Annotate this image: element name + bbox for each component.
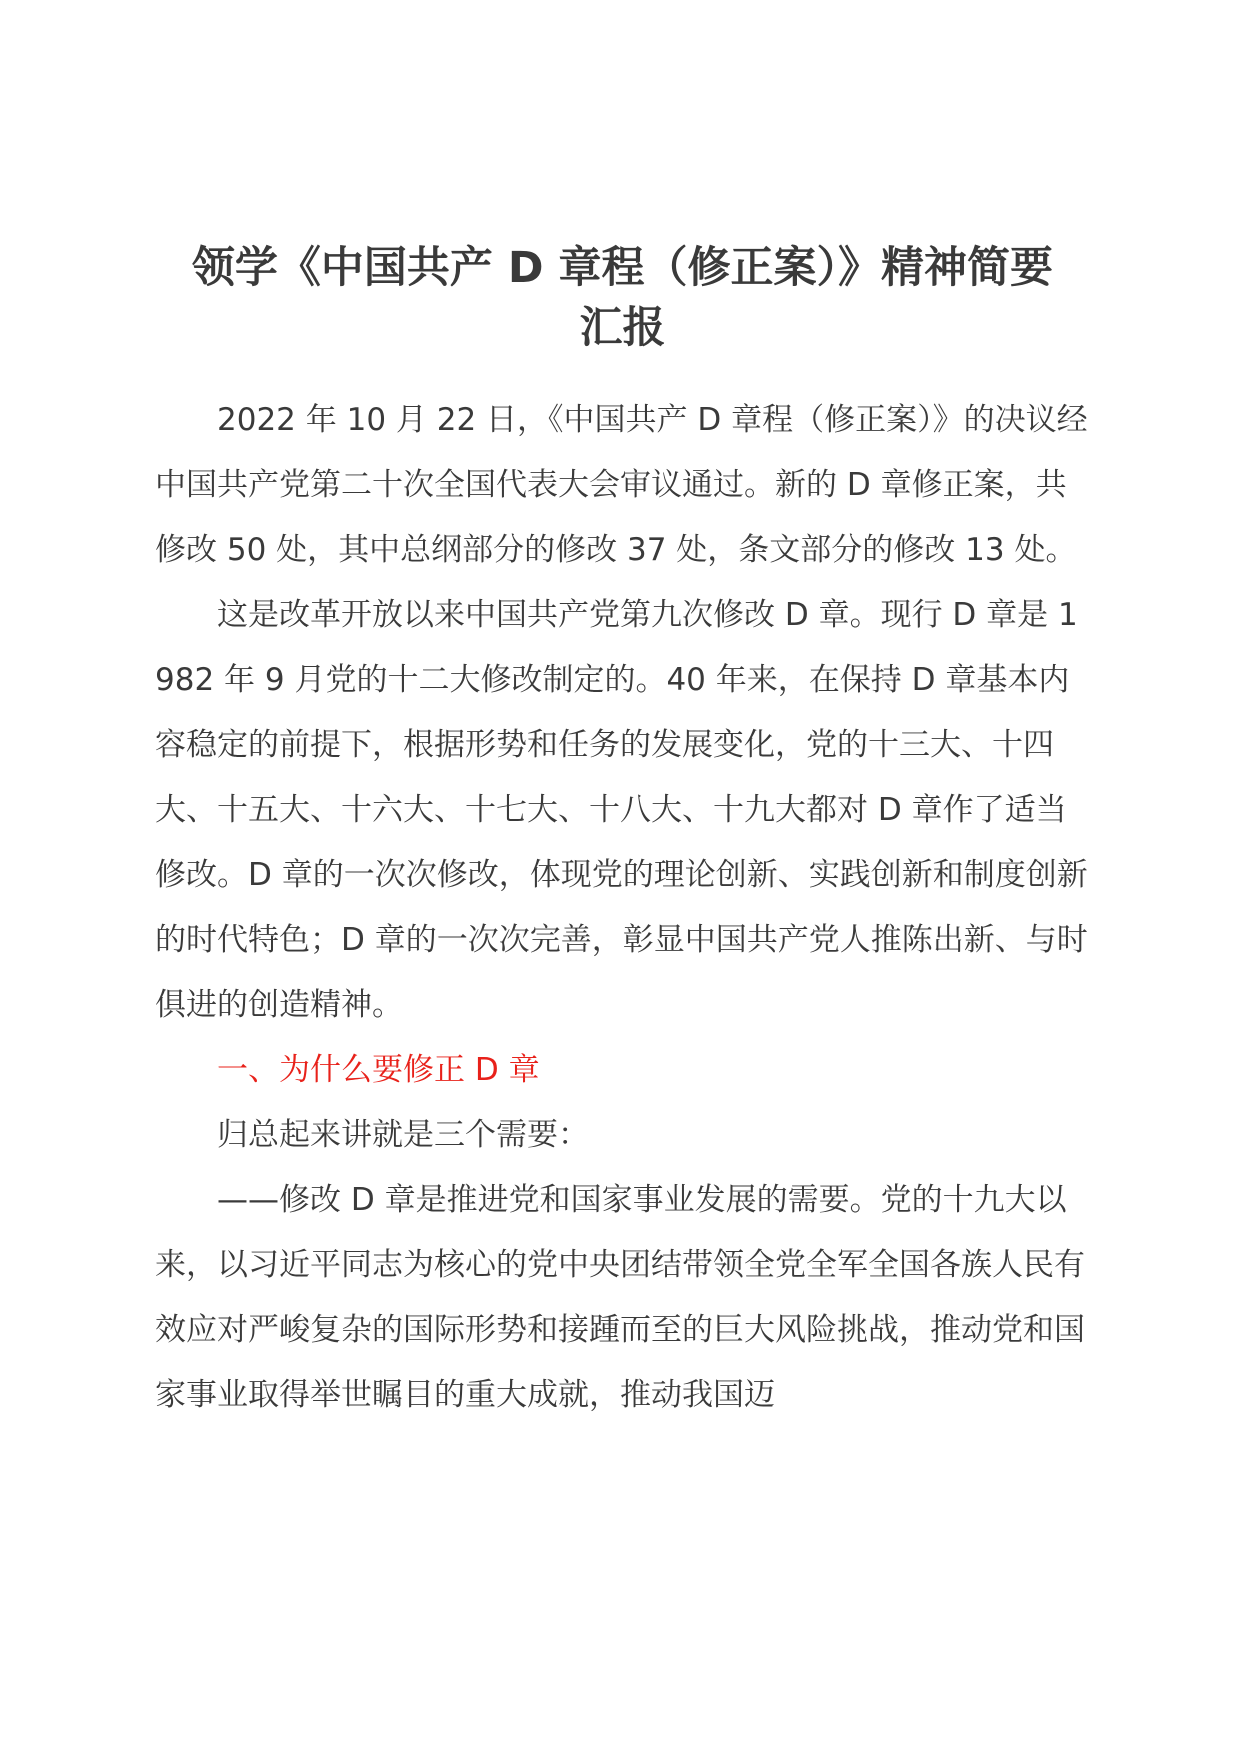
document-title [155, 238, 1090, 358]
title-line-1: 领学《中国共产 D 章程（修正案）》精神简要 [191, 243, 1054, 293]
paragraph-history: 这是改革开放以来中国共产党第九次修改 D 章。现行 D 章是 1982 年 9 月党的十二大修改制定的。40 年来，在保持 D 章基本内容稳定的前提下，根据形势和任务的发展变化，党的十三大、十四大、十五大、十六大、十七大、十八大、十九大都对 D 章作了适当修改。D 章的一次次修改，体现党的理论创新、实践创新和制度创新的时代特色；D 章的一次次完善，彰显中国共产党人推陈出新、与时俱进的创造精神。 [155, 597, 1088, 1023]
document-page [155, 238, 1090, 1428]
paragraph-need-one: ——修改 D 章是推进党和国家事业发展的需要。党的十九大以来，以习近平同志为核心的党中央团结带领全党全军全国各族人民有效应对严峻复杂的国际形势和接踵而至的巨大风险挑战，推动党和国家事业取得举世瞩目的重大成就，推动我国迈 [155, 1182, 1085, 1413]
section-heading: 一、为什么要修正 D 章 [217, 1052, 540, 1088]
title-line-2: 汇报 [579, 303, 666, 353]
paragraph-intro: 2022 年 10 月 22 日，《中国共产 D 章程（修正案）》的决议经中国共产党第二十次全国代表大会审议通过。新的 D 章修正案，共修改 50 处，其中总纲部分的修改 37 处，条文部分的修改 13 处。 [155, 402, 1088, 568]
paragraph-summary: 归总起来讲就是三个需要： [217, 1117, 589, 1153]
document-body [155, 388, 1090, 1428]
